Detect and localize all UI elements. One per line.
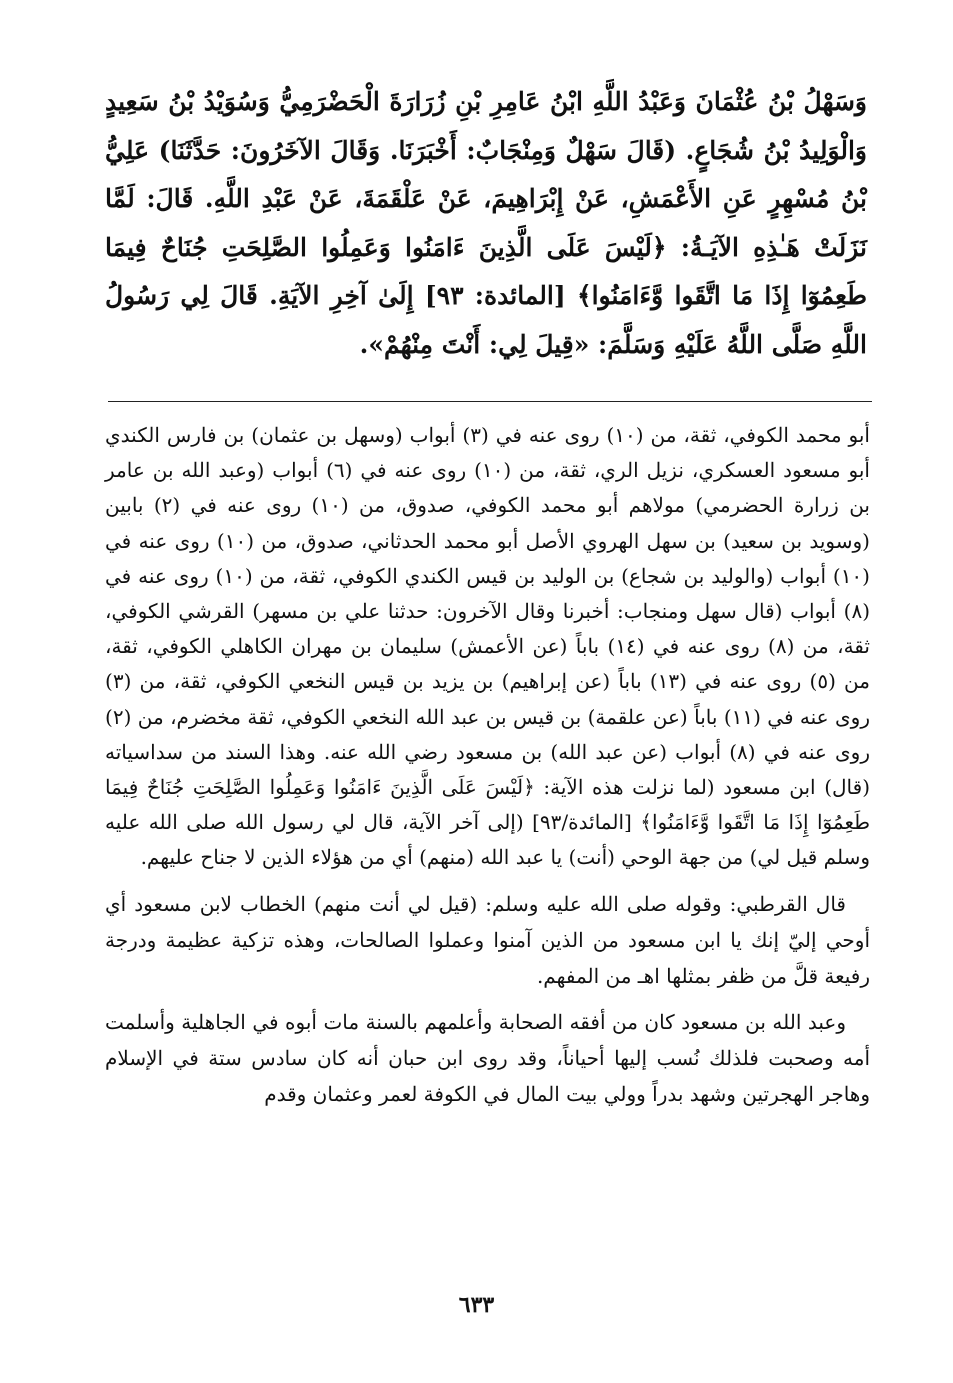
commentary-paragraph: وعبد الله بن مسعود كان من أفقه الصحابة وأعلمهم بالسنة مات أبوه في الجاهلية وأسلمت أمه وصحبت فلذلك نُسب إليها أحياناً، وقد روى ابن حبان أنه كان سادس ستة في الإسلام وهاجر الهجرتين وشهد بدراً وولي بيت المال في الكوفة لعمر وعثمان وقدم [105, 1009, 870, 1106]
commentary-paragraph: قال القرطبي: وقوله صلى الله عليه وسلم: (قيل لي أنت منهم) الخطاب لابن مسعود أي أوحي إليّ إنك يا ابن مسعود من الذين آمنوا وعملوا الصالحات، وهذه تزكية عظيمة ودرجة رفيعة قلَّ من ظفر بمثلها اهـ من المفهم. [105, 891, 870, 988]
main-hadith-text: وَسَهْلُ بْنُ عُثْمَانَ وَعَبْدُ اللَّهِ ابْنُ عَامِرِ بْنِ زُرَارَةَ الْحَضْرَمِيُّ وَسُوَيْدُ بْنُ سَعِيدٍ وَالْوَلِيدُ بْنُ شُجَاعٍ. (قَالَ سَهْلٌ وَمِنْجَابٌ: أَخْبَرَنَا. وَقَالَ الآخَرُونَ: حَدَّثَنَا) عَلِيُّ بْنُ مُسْهِرٍ عَنِ الأَعْمَشِ، عَنْ إِبْرَاهِيمَ، عَنْ عَلْقَمَةَ، عَنْ عَبْدِ اللَّهِ. قَالَ: لَمَّا نَزَلَتْ هَـٰذِهِ الآيَـةُ: ﴿لَيْسَ عَلَى الَّذِينَ ءَامَنُوا وَعَمِلُوا الصَّلِحَتِ جُنَاحٌ فِيمَا طَعِمُوٓا إِذَا مَا اتَّقَوا وَّءَامَنُوا﴾ [المائدة: ٩٣] إِلَىٰ آخِرِ الآيَةِ. قَالَ لِي رَسُولُ اللَّهِ صَلَّى اللَّهُ عَلَيْهِ وَسَلَّمَ: «قِيلَ لِي: أَنْتَ مِنْهُمْ». [105, 87, 867, 359]
page-number: ٦٣٣ [458, 1292, 495, 1318]
commentary-paragraph: أبو محمد الكوفي، ثقة، من (١٠) روى عنه في (٣) أبواب (وسهل بن عثمان) بن فارس الكندي أبو مسعود العسكري، نزيل الري، ثقة، من (١٠) روى عنه في (٦) أبواب (وعبد الله بن عامر بن زرارة الحضرمي) مولاهم أبو محمد الكوفي، صدوق، من (١٠) روى عنه في (٢) بابين (وسويد بن سعيد) بن سهل الهروي الأصل أبو محمد الحدثاني، صدوق، من (١٠) روى عنه في (١٠) أبواب (والوليد بن شجاع) بن الوليد بن قيس الكندي الكوفي، ثقة، من (١٠) روى عنه في (٨) أبواب (قال سهل ومنجاب: أخبرنا وقال الآخرون: حدثنا علي بن مسهر) القرشي الكوفي، ثقة، من (٨) روى عنه في (١٤) باباً (عن الأعمش) سليمان بن مهران الكاهلي الكوفي، ثقة، من (٥) روى عنه في (١٣) باباً (عن إبراهيم) بن يزيد بن قيس النخعي الكوفي، ثقة، من (٣) روى عنه في (١١) باباً (عن علقمة) بن قيس بن عبد الله النخعي الكوفي، ثقة مخضرم، من (٢) روى عنه في (٨) أبواب (عن عبد الله) بن مسعود رضي الله عنه. وهذا السند من سداسياته (قال) ابن مسعود (لما نزلت هذه الآية: ﴿لَيْسَ عَلَى الَّذِينَ ءَامَنُوا وَعَمِلُوا الصَّلِحَتِ جُنَاحٌ فِيمَا طَعِمُوٓا إِذَا مَا اتَّقَوا وَّءَامَنُوا﴾ [المائدة/٩٣] (إلى آخر الآية، قال لي رسول الله صلى الله عليه وسلم قيل لي) من جهة الوحي (أنت) يا عبد الله (منهم) أي من هؤلاء الذين لا جناح عليهم. [105, 423, 871, 870]
footnote-divider [108, 401, 872, 402]
commentary-section [105, 418, 870, 1112]
